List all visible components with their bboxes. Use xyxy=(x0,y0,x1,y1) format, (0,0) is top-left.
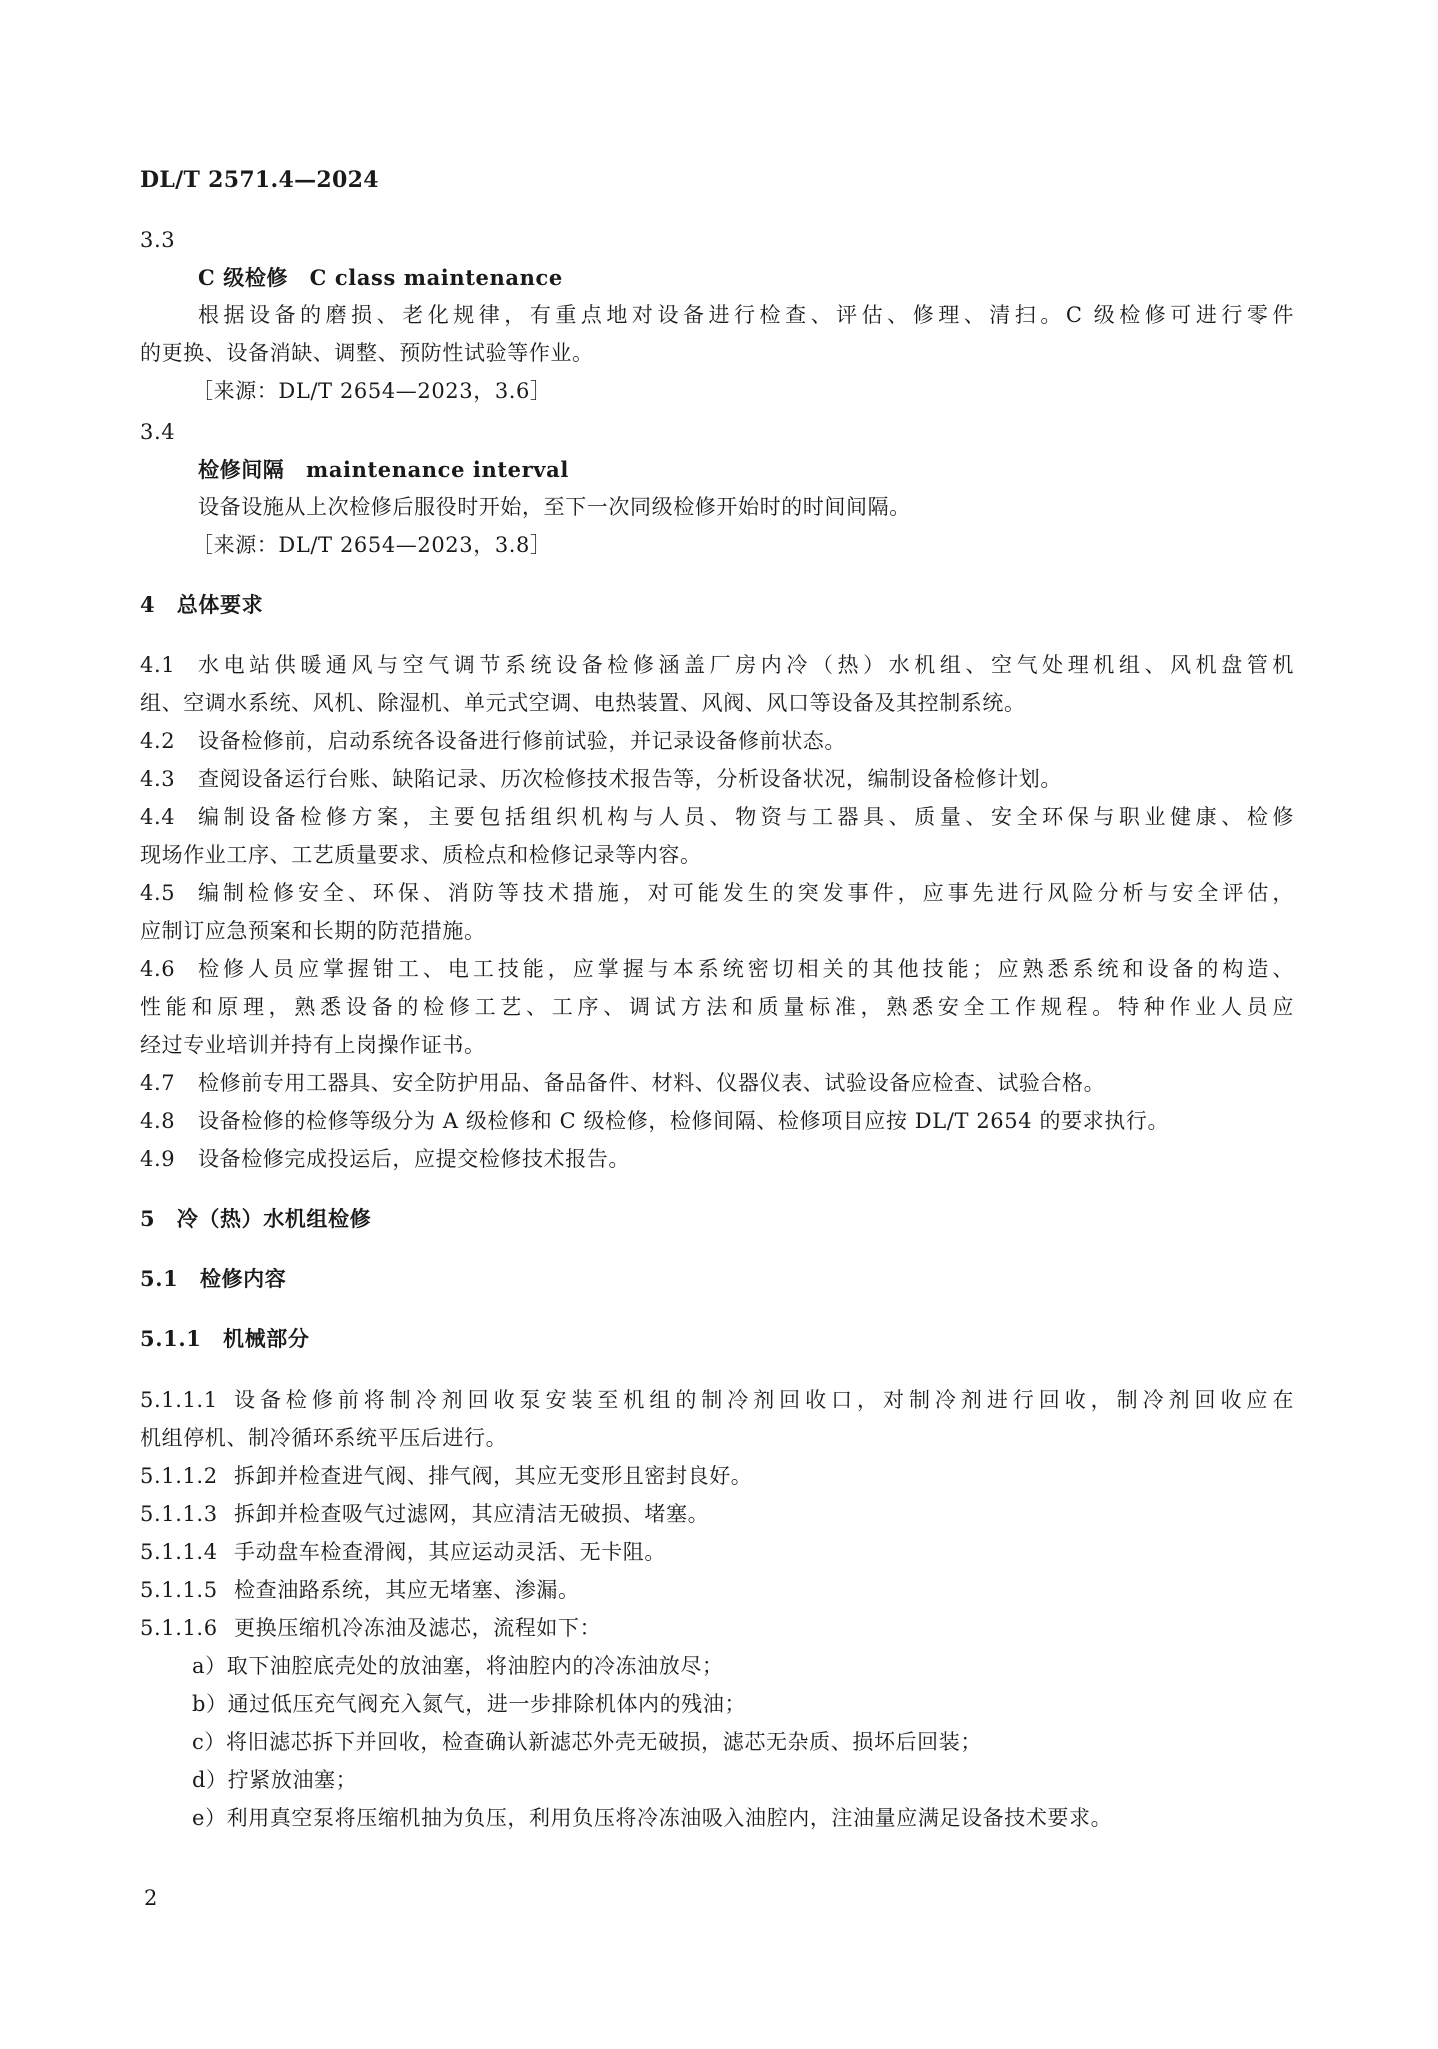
term-title: C 级检修 C class maintenance xyxy=(198,265,563,290)
term-number: 3.3 xyxy=(140,228,176,252)
list-item: c）将旧滤芯拆下并回收，检查确认新滤芯外壳无破损，滤芯无杂质、损坏后回装； xyxy=(192,1730,982,1754)
term-definition-line: 根据设备的磨损、老化规律，有重点地对设备进行检查、评估、修理、清扫。C 级检修可进行零件 xyxy=(198,303,1294,327)
clause-text: 性能和原理，熟悉设备的检修工艺、工序、调试方法和质量标准，熟悉安全工作规程。特种作业人员应 xyxy=(140,995,1294,1019)
clause-text: 更换压缩机冷冻油及滤芯，流程如下： xyxy=(234,1616,602,1640)
page-number: 2 xyxy=(144,1886,158,1910)
list-item: e）利用真空泵将压缩机抽为负压，利用负压将冷冻油吸入油腔内，注油量应满足设备技术要求。 xyxy=(192,1806,1113,1830)
subsection-heading: 5.1.1 机械部分 xyxy=(140,1326,310,1351)
clause-number: 4.1 xyxy=(140,653,176,677)
clause-number: 4.5 xyxy=(140,881,176,905)
clause-text: 设备检修完成投运后，应提交检修技术报告。 xyxy=(198,1147,630,1171)
clause-number: 4.6 xyxy=(140,957,176,981)
clause-number: 4.3 xyxy=(140,767,176,791)
clause-text: 查阅设备运行台账、缺陷记录、历次检修技术报告等，分析设备状况，编制设备检修计划。 xyxy=(198,767,1062,791)
clause-number: 4.2 xyxy=(140,729,176,753)
term-title: 检修间隔 maintenance interval xyxy=(198,457,569,482)
clause-text: 设备检修的检修等级分为 A 级检修和 C 级检修，检修间隔、检修项目应按 DL/T 2654 的要求执行。 xyxy=(198,1109,1170,1133)
list-item: b）通过低压充气阀充入氮气，进一步排除机体内的残油； xyxy=(192,1692,747,1716)
list-item: d）拧紧放油塞； xyxy=(192,1768,358,1792)
clause-text: 经过专业培训并持有上岗操作证书。 xyxy=(140,1033,486,1057)
section-heading: 5 冷（热）水机组检修 xyxy=(140,1206,372,1231)
section-heading: 4 总体要求 xyxy=(140,592,264,617)
clause-text: 检修前专用工器具、安全防护用品、备品备件、材料、仪器仪表、试验设备应检查、试验合格。 xyxy=(198,1071,1106,1095)
term-source: ［来源：DL/T 2654—2023，3.6］ xyxy=(192,379,552,403)
clause-number: 4.4 xyxy=(140,805,176,829)
clause-number: 4.9 xyxy=(140,1147,176,1171)
term-source: ［来源：DL/T 2654—2023，3.8］ xyxy=(192,533,552,557)
list-item: a）取下油腔底壳处的放油塞，将油腔内的冷冻油放尽； xyxy=(192,1654,724,1678)
clause-text: 水电站供暖通风与空气调节系统设备检修涵盖厂房内冷（热）水机组、空气处理机组、风机盘管机 xyxy=(198,653,1294,677)
clause-text: 机组停机、制冷循环系统平压后进行。 xyxy=(140,1426,508,1450)
clause-text: 设备检修前将制冷剂回收泵安装至机组的制冷剂回收口，对制冷剂进行回收，制冷剂回收应在 xyxy=(234,1388,1294,1412)
clause-text: 检查油路系统，其应无堵塞、渗漏。 xyxy=(234,1578,580,1602)
clause-text: 应制订应急预案和长期的防范措施。 xyxy=(140,919,486,943)
clause-text: 组、空调水系统、风机、除湿机、单元式空调、电热装置、风阀、风口等设备及其控制系统。 xyxy=(140,691,1026,715)
clause-text: 现场作业工序、工艺质量要求、质检点和检修记录等内容。 xyxy=(140,843,702,867)
clause-number: 5.1.1.1 xyxy=(140,1388,218,1412)
clause-number: 5.1.1.3 xyxy=(140,1502,218,1526)
subsection-heading: 5.1 检修内容 xyxy=(140,1266,287,1291)
clause-text: 编制检修安全、环保、消防等技术措施，对可能发生的突发事件，应事先进行风险分析与安全评估， xyxy=(198,881,1294,905)
document-code-header: DL/T 2571.4—2024 xyxy=(140,167,379,193)
clause-text: 设备检修前，启动系统各设备进行修前试验，并记录设备修前状态。 xyxy=(198,729,846,753)
term-number: 3.4 xyxy=(140,420,176,444)
clause-number: 4.7 xyxy=(140,1071,176,1095)
clause-text: 编制设备检修方案，主要包括组织机构与人员、物资与工器具、质量、安全环保与职业健康、检修 xyxy=(198,805,1294,829)
clause-text: 拆卸并检查进气阀、排气阀，其应无变形且密封良好。 xyxy=(234,1464,753,1488)
clause-number: 5.1.1.6 xyxy=(140,1616,218,1640)
clause-number: 5.1.1.5 xyxy=(140,1578,218,1602)
clause-number: 4.8 xyxy=(140,1109,176,1133)
term-definition-line: 设备设施从上次检修后服役时开始，至下一次同级检修开始时的时间间隔。 xyxy=(198,495,911,519)
term-definition-line: 的更换、设备消缺、调整、预防性试验等作业。 xyxy=(140,341,594,365)
clause-text: 检修人员应掌握钳工、电工技能，应掌握与本系统密切相关的其他技能；应熟悉系统和设备的构造、 xyxy=(198,957,1294,981)
clause-number: 5.1.1.4 xyxy=(140,1540,218,1564)
clause-text: 手动盘车检查滑阀，其应运动灵活、无卡阻。 xyxy=(234,1540,666,1564)
clause-text: 拆卸并检查吸气过滤网，其应清洁无破损、堵塞。 xyxy=(234,1502,710,1526)
clause-number: 5.1.1.2 xyxy=(140,1464,218,1488)
